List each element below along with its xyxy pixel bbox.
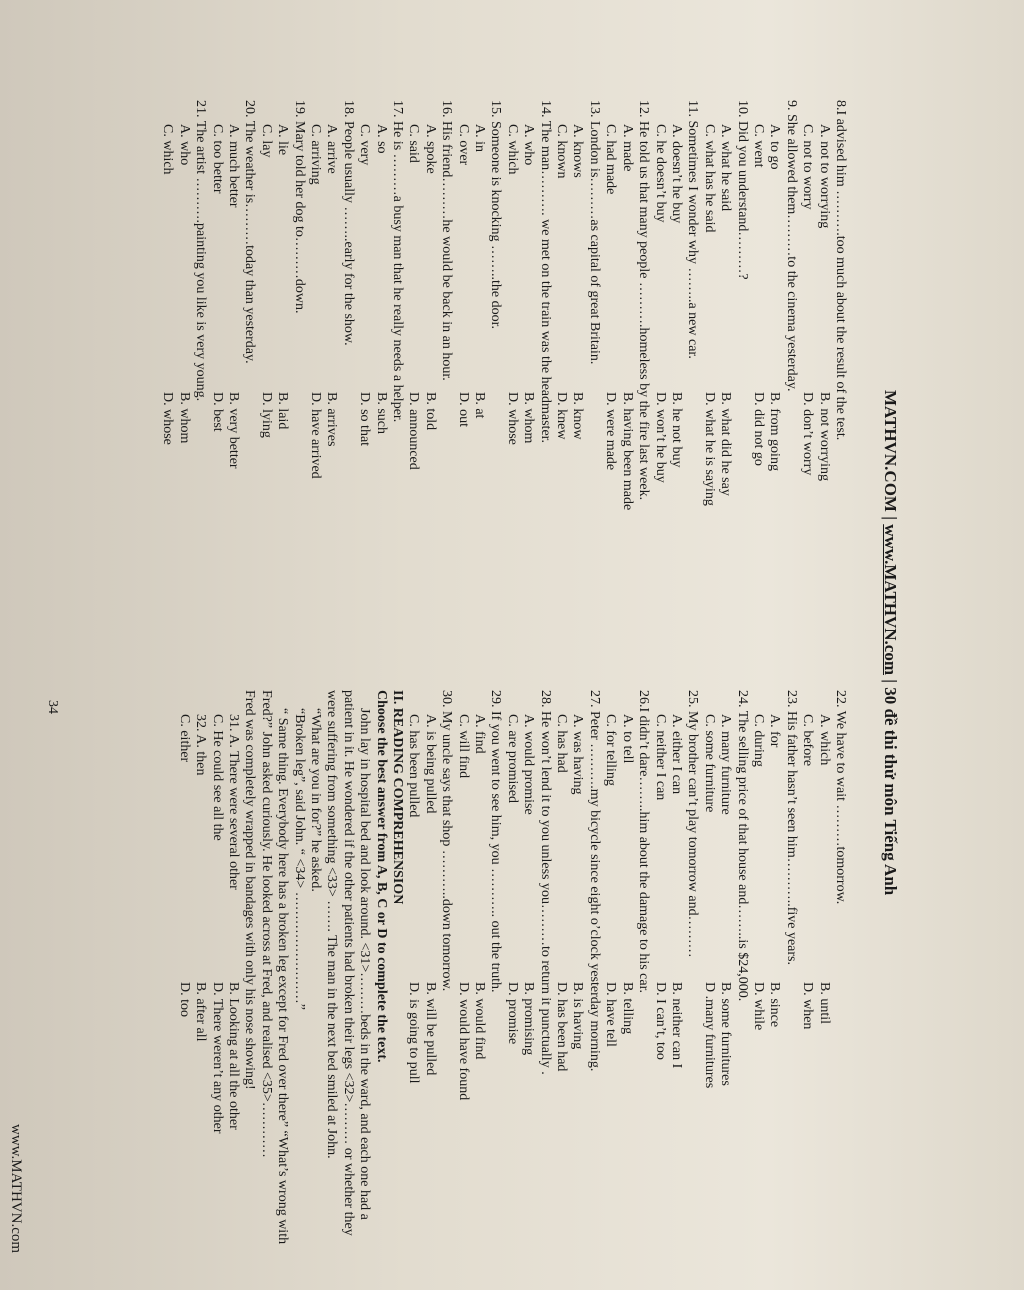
question-stem: 12. He told us that many people ……….homeless by the fire last week.	[636, 100, 652, 501]
answer-option: D .many furnitures	[701, 982, 717, 1089]
question-stem: 16. His friend………he would be back in an hour.	[439, 100, 455, 381]
answer-option: D. whose	[504, 392, 520, 445]
answer-option: D. what he is saying	[701, 392, 717, 506]
answer-option: B. whom	[176, 392, 192, 444]
answer-option: D. lying	[258, 392, 274, 438]
answer-option: B. will be pulled	[422, 982, 438, 1076]
answer-options	[553, 100, 586, 660]
answer-option: C. neither I can	[652, 714, 668, 801]
question-stem: 25. My brother can’t play tomorrow and………	[685, 690, 701, 958]
question-stem: 26.I didn’t dare……..him about the damage to his car.	[636, 690, 652, 994]
answer-options	[750, 100, 783, 660]
answer-option: D. have arrived	[308, 392, 323, 479]
answer-option: C. had made	[603, 124, 619, 195]
answer-option: A. was having	[570, 714, 586, 795]
answer-option: D. is going to pull	[406, 982, 422, 1084]
question-stem: 19. Mary told her dog to………down.	[291, 100, 307, 314]
answer-option: B. what did he say	[718, 392, 734, 496]
option: D. too	[176, 982, 192, 1017]
answer-options	[208, 100, 241, 660]
answer-option: D. whose	[160, 392, 176, 445]
question-stem: 13. London is………as capital of great Britain.	[586, 100, 602, 365]
q32-options	[175, 690, 208, 1250]
question-stem: 20. The weather is………today than yesterday.	[242, 100, 258, 364]
answer-option: B. not worrying	[816, 392, 832, 482]
reading-line: “Broken leg”, said John. “ <34> ……………………”	[291, 708, 307, 1010]
answer-option: D. announced	[406, 392, 422, 470]
answer-option: A. to tell	[619, 714, 635, 764]
question-stem: 24. The selling price of that house and……..is $24,000.	[734, 690, 750, 1002]
answer-options	[503, 690, 536, 1250]
reading-section-title: II. READING COMPREHENSION	[390, 690, 406, 905]
answer-option: D. would have found	[455, 982, 471, 1101]
answer-option: C. during	[750, 714, 766, 767]
answer-option: C. what has he said	[701, 124, 717, 233]
answer-option: D. out	[455, 392, 471, 427]
question-stem: 15. Someone is knocking ……..the door.	[488, 100, 504, 330]
answer-option: D. has been had	[554, 982, 570, 1072]
option: 31. A. There were several other	[225, 714, 241, 890]
page-header	[882, 390, 898, 1090]
question-stem: 18. People usually ……..early for the show.	[340, 100, 356, 346]
answer-option: C. not to worry	[800, 124, 816, 210]
question-stem: 29. If you went to see him, you ……….. out the truth.	[488, 690, 504, 993]
answer-options	[405, 100, 438, 660]
answer-option: D. knew	[554, 392, 570, 440]
answer-option: D. so that	[357, 392, 373, 447]
answer-option: D. when	[800, 982, 816, 1030]
answer-option: A. in	[472, 124, 488, 152]
answer-option: C. too better	[209, 124, 225, 194]
answer-option: A. find	[472, 714, 488, 754]
question-stem: 14. The man………. we met on the train was the headmaster.	[537, 100, 553, 444]
option: 32. A. then	[193, 714, 209, 776]
question-stem: 21. The artist ……….painting you like is very young.	[193, 100, 209, 402]
answer-options	[799, 100, 832, 660]
answer-option: A. what he said	[718, 124, 734, 212]
answer-option: B. neither can I	[668, 982, 684, 1069]
answer-option: C. some furniture	[701, 714, 717, 813]
answer-option: D. don’t worry	[800, 392, 816, 476]
answer-option: A. spoke	[422, 124, 438, 174]
question-stem: 30. My uncle says that shop ………..down tomorrow.	[439, 690, 455, 992]
answer-options	[651, 690, 684, 1250]
answer-option: D. while	[750, 982, 766, 1031]
answer-option: B. whom	[521, 392, 537, 444]
option: C. He could see all the	[209, 714, 225, 841]
answer-options	[700, 690, 733, 1250]
answer-option: A. knows	[570, 124, 586, 178]
header-separator: |	[881, 675, 900, 688]
answer-option: C. before	[800, 714, 816, 767]
answer-options	[454, 100, 487, 660]
answer-options	[750, 690, 783, 1250]
answer-option: D. were made	[603, 392, 619, 471]
header-separator: |	[881, 511, 900, 525]
header-title: 30 đề thi thử môn Tiếng Anh	[881, 687, 900, 896]
answer-option: D. best	[209, 392, 225, 432]
reading-line: “ Same thing. Everybody here has a broken leg except for Fred over there” “What’s wrong with Fred?” John asked curiously. He looked across at Fred, and realised <35>…………	[258, 690, 291, 1245]
answer-option: B. promising	[521, 982, 537, 1056]
option: D. There weren’t any other	[209, 982, 225, 1134]
answer-option: C. for telling	[603, 714, 619, 786]
answer-options	[405, 690, 438, 1250]
answer-option: A. which	[816, 714, 832, 766]
answer-option: A. who	[176, 124, 192, 166]
answer-options	[454, 690, 487, 1250]
answer-option: C. which	[504, 124, 520, 175]
question-stem: 11. Sometimes I wonder why ……..a new car.	[685, 100, 701, 359]
question-stem: 17. He is ………a busy man that he really needs a helper.	[390, 100, 406, 423]
right-question-column	[175, 690, 848, 1250]
answer-option: C. very	[357, 124, 373, 166]
answer-option: D. won’t he buy	[652, 392, 668, 483]
question-stem: 28. He won’t lend it to you unless you………to return it punctually .	[537, 690, 553, 1075]
page-number: 34	[45, 700, 60, 714]
answer-option: C. arriving	[308, 124, 323, 185]
answer-options	[503, 100, 536, 660]
answer-options	[651, 100, 684, 660]
header-site: MATHVN.COM	[881, 390, 900, 512]
answer-options	[700, 100, 733, 660]
question-stem: 23. His father hasn’t seen him………..five years.	[783, 690, 799, 966]
answer-option: B. very better	[225, 392, 241, 469]
question-stem: 8.I advised him ……….too much about the result of the test.	[833, 100, 848, 441]
answer-option: A. arrive	[324, 124, 340, 174]
answer-option: C. will find	[455, 714, 471, 779]
answer-option: C. went	[750, 124, 766, 168]
footer-url: www.MATHVN.com	[8, 1124, 24, 1254]
answer-options	[356, 100, 389, 660]
answer-option: C. lay	[258, 124, 274, 158]
answer-option: A. doesn’t he buy	[668, 124, 684, 224]
answer-option: D. I can’t, too	[652, 982, 668, 1060]
option: B. Looking at all the other	[225, 982, 241, 1130]
answer-option: C. known	[554, 124, 570, 179]
answer-option: B. would find	[472, 982, 488, 1060]
reading-instruction: Choose the best answer from A, B, C or D to complete the text.	[373, 690, 389, 1063]
answer-option: C. over	[455, 124, 471, 166]
answer-option: C. he doesn’t buy	[652, 124, 668, 223]
answer-options	[307, 100, 340, 660]
answer-option: C. are promised	[504, 714, 520, 804]
reading-line: “What are you in for?” he asked.	[308, 708, 323, 892]
answer-option: C. has been pulled	[406, 714, 422, 818]
question-stem: 10. Did you understand………?	[734, 100, 750, 280]
answer-option: A. would promise	[521, 714, 537, 815]
answer-option: B. until	[816, 982, 832, 1025]
q31-options	[208, 690, 241, 1250]
answer-option: B. laid	[275, 392, 291, 430]
answer-option: B. is having	[570, 982, 586, 1050]
answer-option: A. either I can	[668, 714, 684, 795]
right-questions	[405, 690, 848, 1250]
answer-option: A. is being pulled	[422, 714, 438, 814]
answer-option: D. promise	[504, 982, 520, 1045]
answer-option: C. which	[160, 124, 176, 175]
answer-option: B. such	[373, 392, 389, 434]
answer-option: A. made	[619, 124, 635, 172]
answer-option: A. much better	[225, 124, 241, 208]
answer-option: A. to go	[767, 124, 783, 170]
answer-option: B. at	[472, 392, 488, 419]
reading-line: Fred was completely wrapped in bandages with only his nose showing!	[242, 690, 258, 1090]
answer-option: B. he not buy	[668, 392, 684, 468]
answer-option: A. lie	[275, 124, 291, 156]
left-question-column	[159, 100, 848, 660]
answer-option: A. not to worrying	[816, 124, 832, 229]
answer-options	[257, 100, 290, 660]
answer-option: B. telling	[619, 982, 635, 1035]
answer-option: B. having been made	[619, 392, 635, 511]
option: B. after all	[193, 982, 209, 1042]
answer-option: B. some furnitures	[718, 982, 734, 1086]
question-stem: 27. Peter ……….my bicycle since eight o’clock yesterday morning.	[586, 690, 602, 1072]
answer-option: B. since	[767, 982, 783, 1028]
answer-option: A. so	[373, 124, 389, 154]
answer-options	[799, 690, 832, 1250]
answer-options	[602, 100, 635, 660]
answer-options	[602, 690, 635, 1250]
answer-option: B. know	[570, 392, 586, 440]
answer-option: D. have tell	[603, 982, 619, 1047]
question-stem: 22. We have to wait ………tomorrow.	[833, 690, 848, 905]
answer-option: D. did not go	[750, 392, 766, 466]
answer-option: B. told	[422, 392, 438, 431]
answer-option: A. who	[521, 124, 537, 166]
header-url-link[interactable]: www.MATHVN.com	[881, 524, 900, 676]
answer-option: C. said	[406, 124, 422, 163]
option: C. either	[176, 714, 192, 763]
question-stem: 9. She allowed them………to the cinema yesterday.	[783, 100, 799, 392]
answer-option: B. from going	[767, 392, 783, 471]
answer-option: A. many furniture	[718, 714, 734, 815]
answer-option: C. has had	[554, 714, 570, 773]
answer-options	[159, 100, 192, 660]
reading-paragraph: John lay in hospital bed and look around. <31>………beds in the ward, and each one had a patient in it. He wondered if the other patients had broken their legs <32>……… or whether they were suffering from something <33> ……. The man in the next bed smiled at John.	[324, 690, 373, 1236]
answer-option: A. for	[767, 714, 783, 748]
answer-options	[553, 690, 586, 1250]
answer-option: B. arrives	[324, 392, 340, 447]
